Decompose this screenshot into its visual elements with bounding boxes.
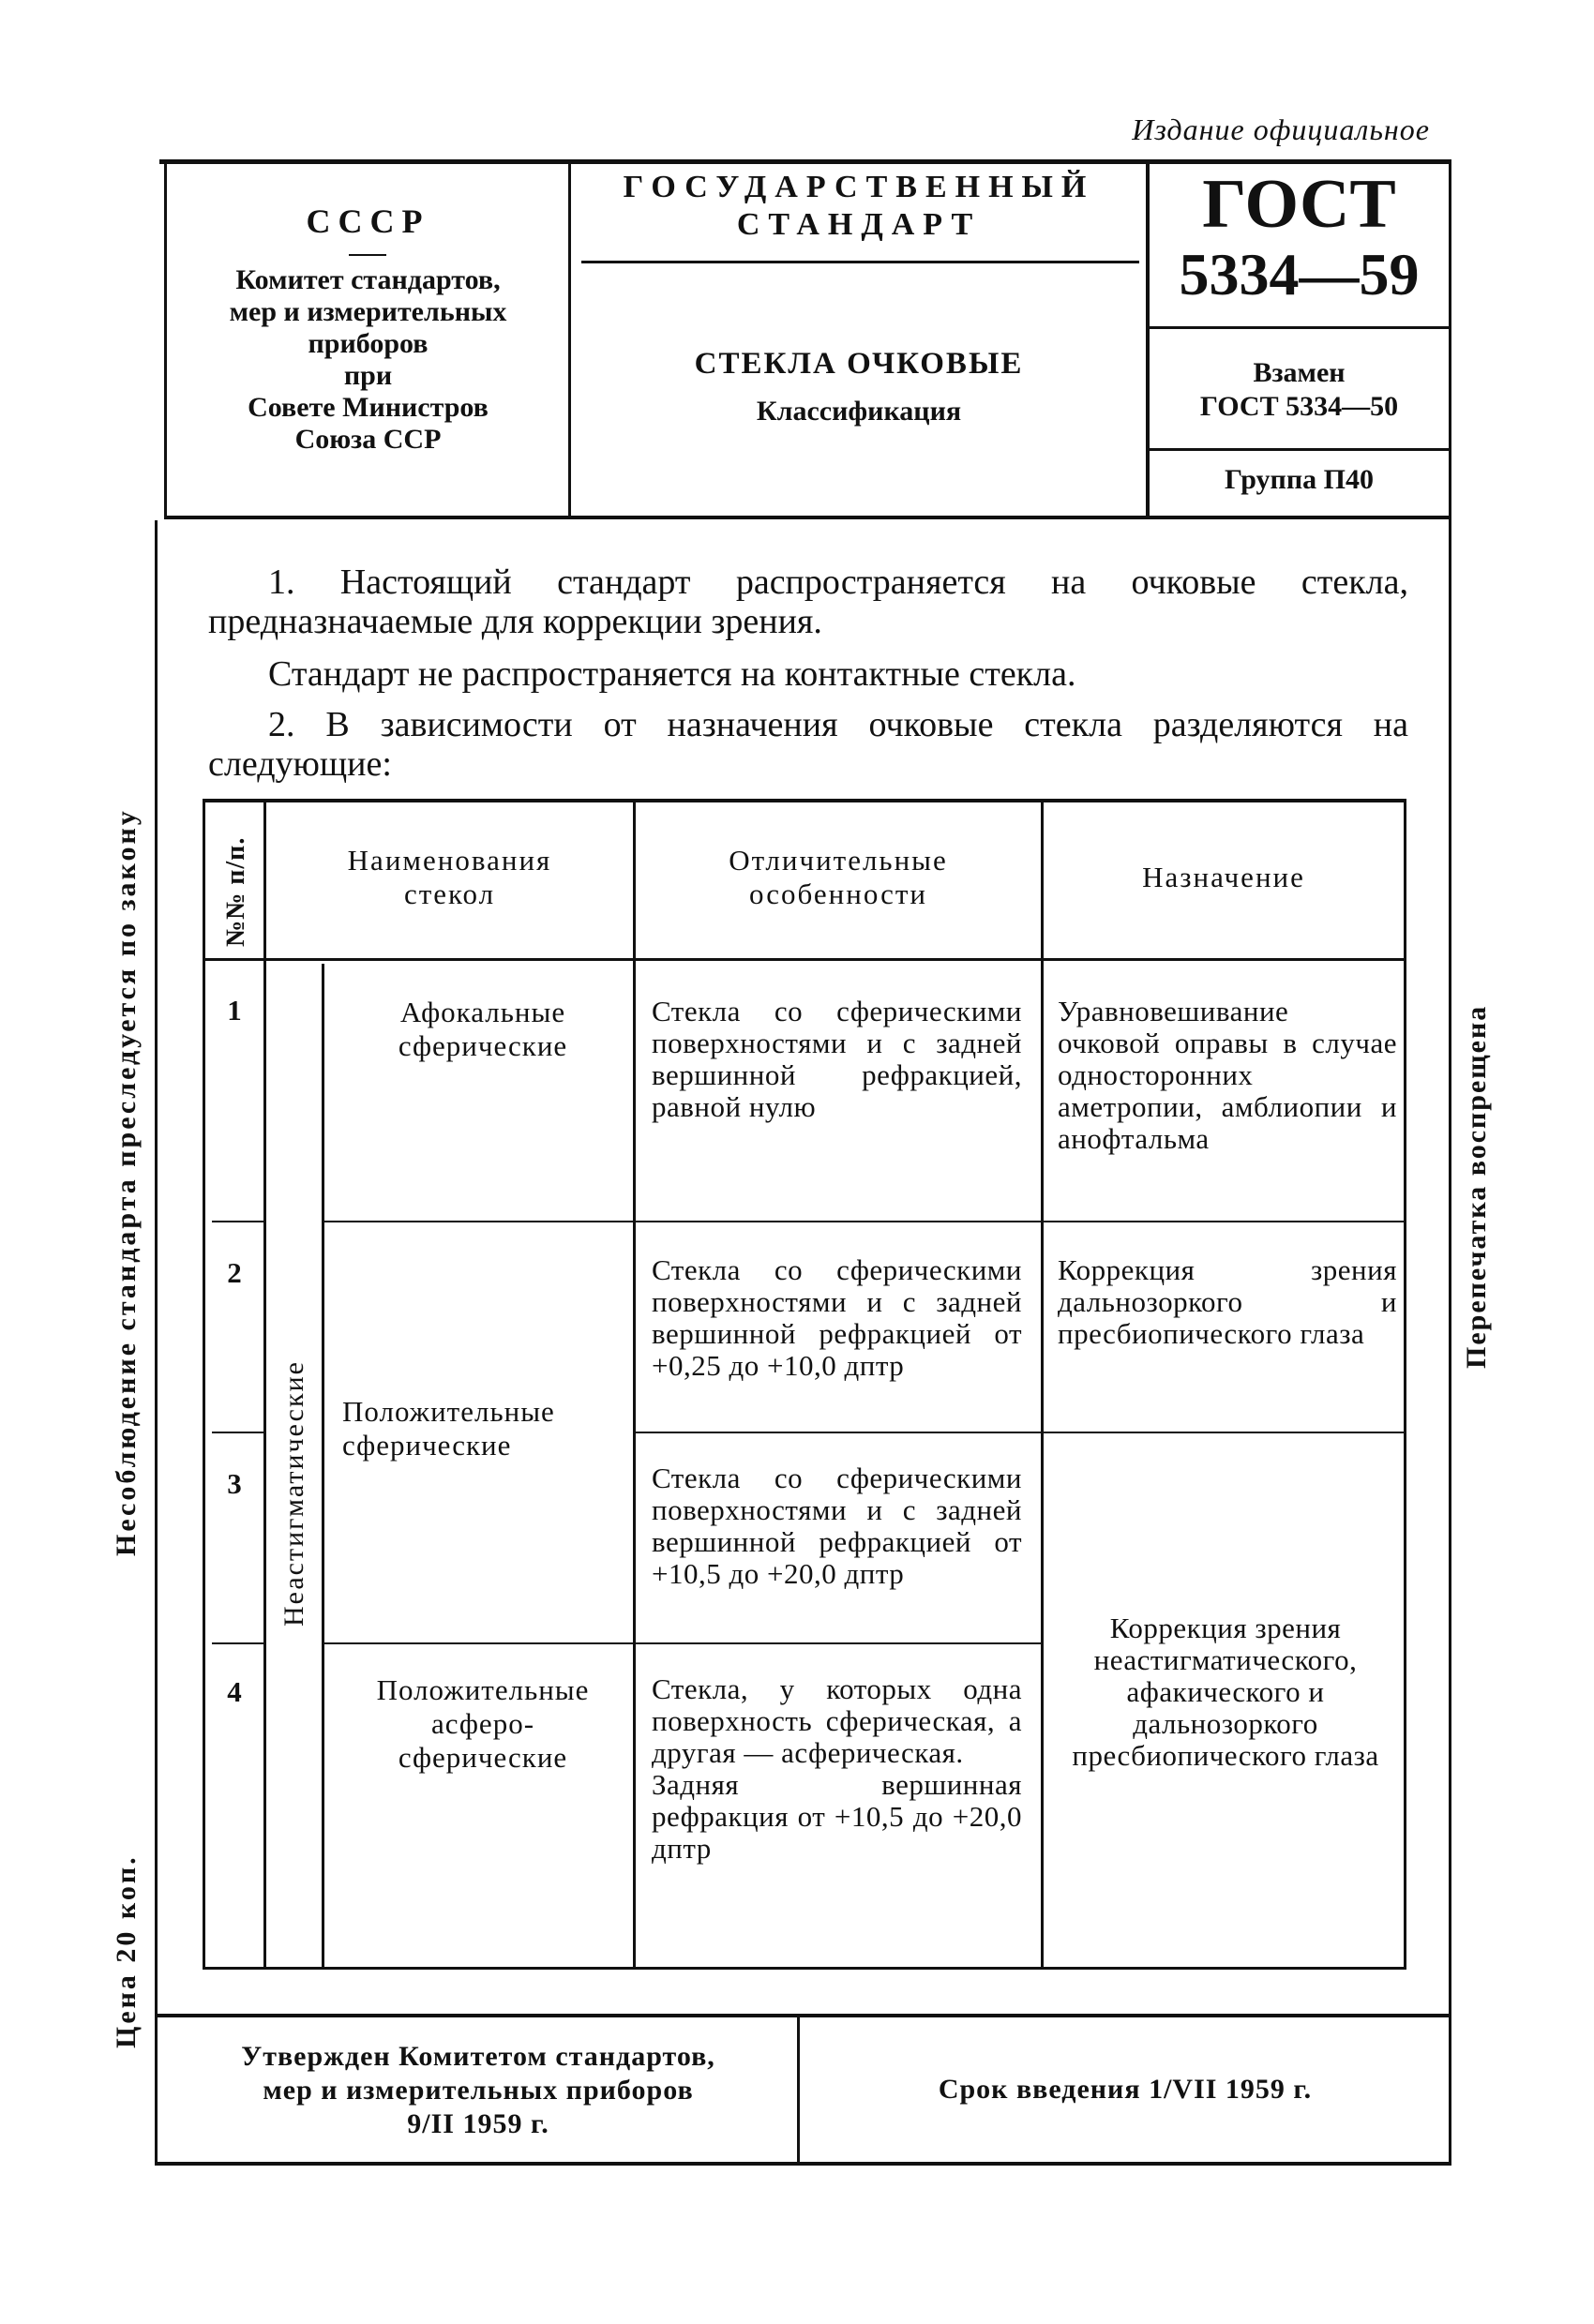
table-col-features-rule bbox=[1041, 799, 1044, 1969]
row-sep-3 bbox=[324, 1642, 1041, 1644]
row-4-name: Положительные асферо-сферические bbox=[376, 1673, 590, 1774]
header-features: Отличительные особенности bbox=[729, 844, 948, 910]
header-num: №№ п/п. bbox=[221, 836, 250, 947]
table-left-rule bbox=[203, 799, 205, 1969]
row-2-purpose: Коррекция зрения дальнозоркого и пресбиопического глаза bbox=[1058, 1253, 1397, 1350]
row-sep-1 bbox=[324, 1221, 1404, 1222]
replaces-note: Взамен ГОСТ 5334—50 bbox=[1199, 357, 1399, 422]
row-4-num: 4 bbox=[227, 1675, 242, 1708]
row-3-features: Стекла со сферическими поверхностями и с задней вершинной рефракцией от +10,5 до +20,0 дптр bbox=[652, 1462, 1022, 1590]
row-sep-1-num bbox=[212, 1221, 263, 1222]
org-dash bbox=[349, 254, 386, 256]
margin-right-reprint: Перепечатка воспрещена bbox=[1461, 1004, 1492, 1369]
table-bottom-rule bbox=[203, 1967, 1406, 1970]
org-country: СССР bbox=[306, 202, 430, 240]
paragraph-2: Стандарт не распространяется на контактные стекла. bbox=[268, 654, 1076, 694]
gost-rule-1 bbox=[1150, 326, 1449, 329]
group-code: Группа П40 bbox=[1225, 464, 1374, 495]
margin-price: Цена 20 коп. bbox=[111, 1854, 142, 2048]
standard-kind: ГОСУДАРСТВЕННЫЙ СТАНДАРТ bbox=[623, 170, 1095, 242]
row-1-name: Афокальные сферические bbox=[398, 996, 568, 1062]
gost-rule-2 bbox=[1150, 448, 1449, 451]
header-left-rule bbox=[164, 164, 167, 516]
row-2-name: Положительные сферические bbox=[342, 1395, 555, 1462]
header-right-rule bbox=[1449, 164, 1451, 2166]
footer-bottom-rule bbox=[155, 2162, 1451, 2166]
row-4-features: Стекла, у которых одна поверхность сферическая, а другая — асферическая. Задняя вершинная рефракция от +10,5 до +20,0 дптр bbox=[652, 1672, 1022, 1865]
header-bottom-rule bbox=[164, 516, 1451, 519]
header-purpose: Назначение bbox=[1142, 861, 1305, 893]
row-1-purpose: Уравновешивание очковой оправы в случае односторонних аметропии, амблиопии и анофтальма bbox=[1058, 995, 1397, 1155]
page-left-rule bbox=[155, 520, 158, 2166]
footer-effective: Срок введения 1/VII 1959 г. bbox=[938, 2074, 1313, 2105]
row-3-num: 3 bbox=[227, 1467, 242, 1500]
table-header-rule bbox=[203, 958, 1406, 961]
footer-top-rule bbox=[155, 2014, 1451, 2017]
row-sep-2 bbox=[636, 1432, 1404, 1433]
gost-number: 5334—59 bbox=[1179, 241, 1420, 307]
row-3-purpose: Коррекция зрения неастигматического, афакического и дальнозоркого пресбиопического глаза bbox=[1072, 1612, 1379, 1772]
header-mid-rule bbox=[581, 261, 1139, 263]
paragraph-1: 1. Настоящий стандарт распространяется на очковые стекла, предназначаемые для коррекции зрения. bbox=[208, 562, 1408, 641]
footer-approved: Утвержден Комитетом стандартов, мер и измерительных приборов 9/II 1959 г. bbox=[241, 2041, 715, 2139]
row-1-features: Стекла со сферическими поверхностями и с задней вершинной рефракцией, равной нулю bbox=[652, 995, 1022, 1123]
header-name: Наименования стекол bbox=[347, 844, 552, 910]
edition-note: Издание официальное bbox=[1132, 112, 1430, 146]
table-col-num-rule bbox=[263, 799, 266, 1969]
org-body: Комитет стандартов, мер и измерительных приборов при Совете Министров Союза ССР bbox=[229, 264, 507, 455]
doc-title: СТЕКЛА ОЧКОВЫЕ bbox=[694, 347, 1024, 381]
header-top-rule bbox=[159, 159, 1451, 164]
row-sep-3-num bbox=[212, 1642, 263, 1644]
table-col-name-rule bbox=[633, 799, 636, 1969]
row-2-features: Стекла со сферическими поверхностями и с задней вершинной рефракцией от +0,25 до +10,0 дптр bbox=[652, 1253, 1022, 1382]
margin-left-warning: Несоблюдение стандарта преследуется по закону bbox=[111, 808, 142, 1556]
table-col-group-rule bbox=[322, 964, 324, 1969]
row-1-num: 1 bbox=[227, 994, 242, 1027]
doc-subtitle: Классификация bbox=[756, 396, 962, 427]
footer-mid-rule bbox=[797, 2017, 800, 2164]
header-col1-rule bbox=[568, 164, 571, 516]
table-right-rule bbox=[1404, 799, 1406, 1969]
gost-label: ГОСТ bbox=[1202, 166, 1396, 243]
row-2-num: 2 bbox=[227, 1256, 242, 1289]
paragraph-3: 2. В зависимости от назначения очковые стекла разделяются на следующие: bbox=[208, 705, 1408, 784]
group-label-astigmatic: Неастигматические bbox=[278, 1360, 309, 1627]
row-sep-2-num bbox=[212, 1432, 263, 1433]
table-top-rule bbox=[203, 799, 1406, 802]
